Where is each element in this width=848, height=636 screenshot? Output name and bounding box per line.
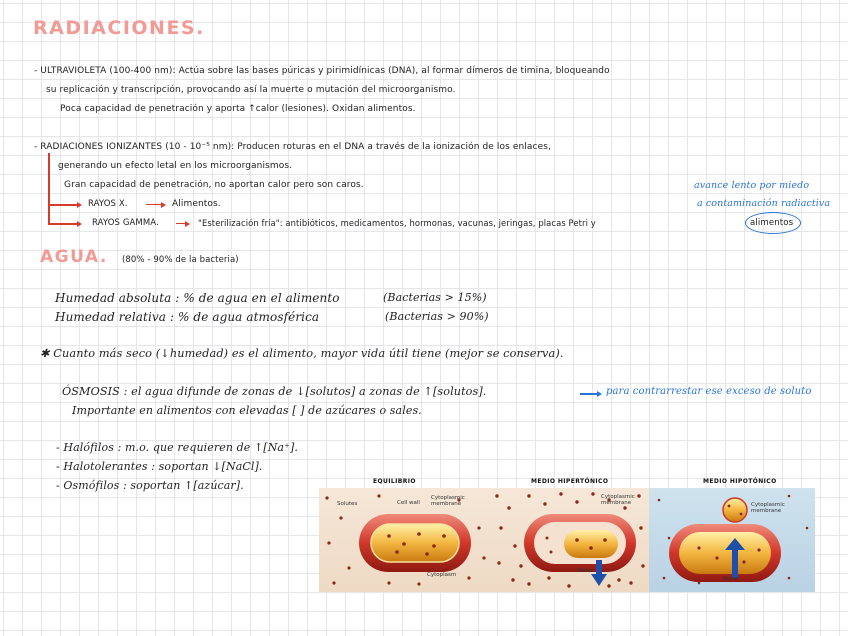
rayos-gamma-label: RAYOS GAMMA. xyxy=(92,218,159,228)
figure-title-equilibrio: EQUILIBRIO xyxy=(373,478,416,485)
uv-line-3: Poca capacidad de penetración y aporta ↑calor (lesiones). Oxidan alimentos. xyxy=(60,104,416,114)
side-note-1: avance lento por miedo xyxy=(694,180,810,191)
label-cytoplasm: Cytoplasm xyxy=(427,572,457,578)
osmosis-figure xyxy=(319,478,815,592)
osmosis-illustration xyxy=(319,488,815,592)
ionizantes-line-1: - RADIACIONES IONIZANTES (10 - 10⁻⁵ nm): Producen roturas en el DNA a través de la ionización de los enlaces, xyxy=(34,142,551,152)
ionizantes-line-2: generando un efecto letal en los microorganismos. xyxy=(58,161,293,171)
arrow-x-icon xyxy=(77,202,82,208)
circled-alimentos-text: alimentos xyxy=(750,218,794,228)
bracket-branch-x xyxy=(48,204,78,206)
uv-line-1: - ULTRAVIOLETA (100-400 nm): Actúa sobre las bases púricas y pirimidínicas (DNA), al formar dímeros de timina, bloqueando xyxy=(34,66,610,76)
figure-title-hipotonico: MEDIO HIPOTÓNICO xyxy=(703,478,777,485)
agua-subtitle: (80% - 90% de la bacteria) xyxy=(122,255,239,265)
figure-title-hipertonico: MEDIO HIPERTÓNICO xyxy=(531,478,609,485)
bracket-vertical-line xyxy=(48,153,50,224)
humedad-relativa-note: (Bacterias > 90%) xyxy=(385,310,489,323)
label-cell-wall: Cell wall xyxy=(397,500,420,506)
seco-note: ✱ Cuanto más seco (↓humedad) es el alimento, mayor vida útil tiene (mejor se conserva). xyxy=(40,347,564,360)
label-cyto-membrane-1: Cytoplasmic membrane xyxy=(431,495,465,507)
arrow-gamma-value-icon xyxy=(185,221,190,227)
label-water-2: Water xyxy=(577,568,594,574)
cell-equilibrio xyxy=(359,514,471,572)
osmosis-arrow-icon xyxy=(597,391,602,397)
osmosis-line-2: Importante en alimentos con elevadas [ ] de azúcares o sales. xyxy=(72,404,422,417)
humedad-relativa: Humedad relativa : % de agua atmosférica xyxy=(55,310,320,324)
side-note-2: a contaminación radiactiva xyxy=(697,198,831,209)
arrow-x-value-icon xyxy=(161,202,166,208)
humedad-absoluta-note: (Bacterias > 15%) xyxy=(383,291,487,304)
halotolerantes: - Halotolerantes : soportan ↓[NaCl]. xyxy=(56,460,263,473)
label-solutes: Solutes xyxy=(337,501,358,507)
uv-line-2: su replicación y transcripción, provocando así la muerte o mutación del microorganismo. xyxy=(46,85,456,95)
osmosis-arrow-line xyxy=(580,393,598,395)
rayos-x-label: RAYOS X. xyxy=(88,199,128,209)
humedad-absoluta: Humedad absoluta : % de agua en el alimento xyxy=(55,291,340,305)
osmosis-note: para contrarrestar ese exceso de soluto xyxy=(606,386,812,397)
osmofilos: - Osmófilos : soportan ↑[azúcar]. xyxy=(56,479,244,492)
section-title-radiaciones: RADIACIONES. xyxy=(33,17,205,39)
arrow-x-value-line xyxy=(146,204,162,205)
rayos-gamma-value: "Esterilización fría": antibióticos, medicamentos, hormonas, vacunas, jeringas, placas Petri y xyxy=(198,218,596,228)
section-title-agua: AGUA. xyxy=(40,247,108,267)
label-cyto-membrane-2: Cytoplasmic membrane xyxy=(601,494,635,506)
bracket-branch-gamma xyxy=(48,223,78,225)
ionizantes-line-3: Gran capacidad de penetración, no aportan calor pero son caros. xyxy=(64,180,364,190)
rayos-x-value: Alimentos. xyxy=(172,199,221,209)
arrow-gamma-icon xyxy=(77,221,82,227)
halofilos: - Halófilos : m.o. que requieren de ↑[Na⁺]. xyxy=(56,441,298,454)
label-water-3: Water xyxy=(723,576,740,582)
label-cyto-membrane-3: Cytoplasmic membrane xyxy=(751,502,785,514)
osmosis-line-1: ÓSMOSIS : el agua difunde de zonas de ↓[solutos] a zonas de ↑[solutos]. xyxy=(62,385,487,398)
